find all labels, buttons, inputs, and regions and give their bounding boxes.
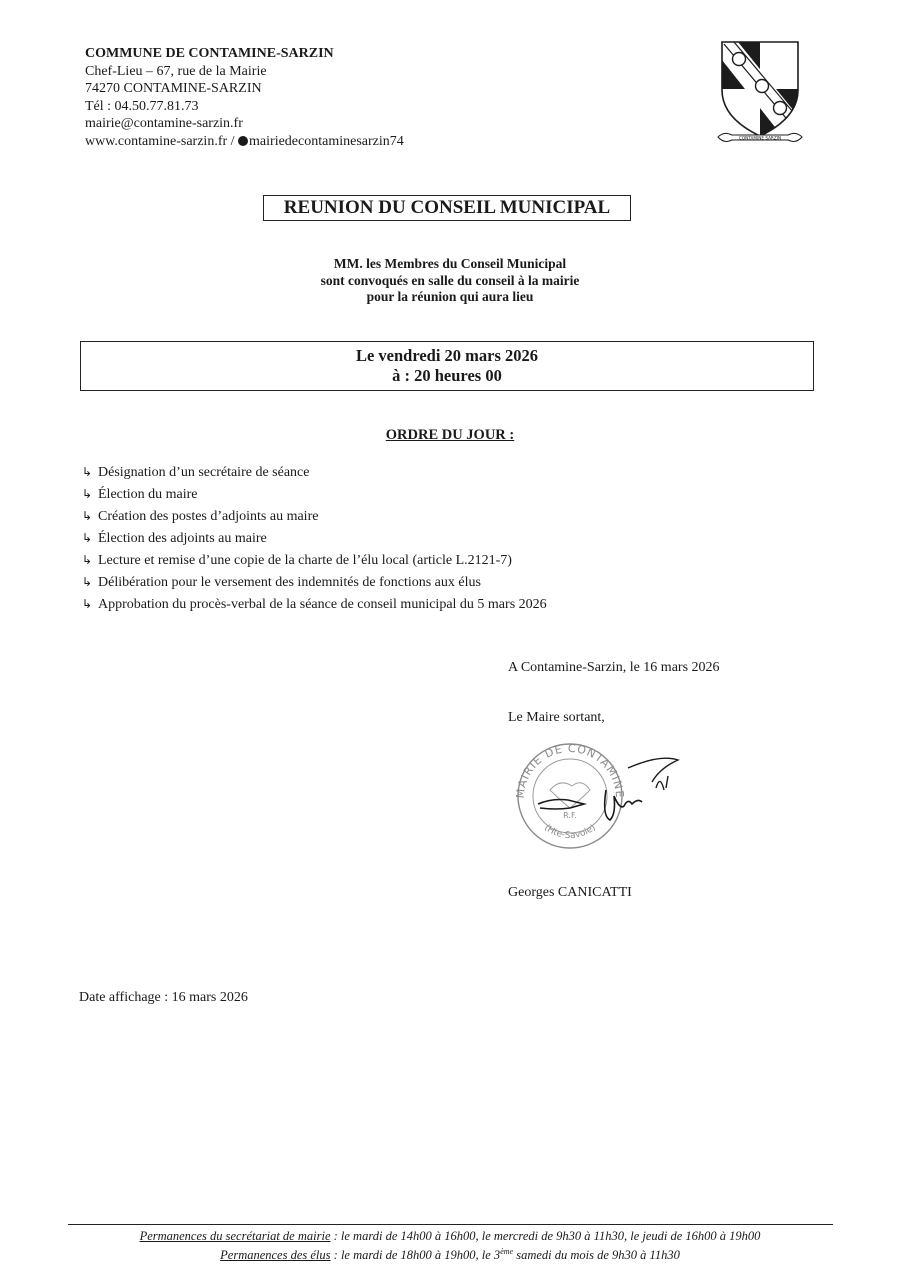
svg-text:MAIRIE DE CONTAMINE: MAIRIE DE CONTAMINE xyxy=(513,741,627,799)
email-address: mairie@contamine-sarzin.fr xyxy=(85,116,243,131)
signatory-name: Georges CANICATTI xyxy=(508,885,632,900)
elus-hours-b: samedi du mois de 9h30 à 11h30 xyxy=(513,1248,680,1263)
agenda-item: ↳ Création des postes d’adjoints au maire xyxy=(82,506,547,528)
address-line-2: 74270 CONTAMINE-SARZIN xyxy=(85,81,262,96)
agenda-list xyxy=(82,462,547,616)
document-title: REUNION DU CONSEIL MUNICIPAL xyxy=(263,195,631,221)
mayor-stamp-signature xyxy=(510,738,700,850)
agenda-item: ↳ Élection des adjoints au maire xyxy=(82,528,547,550)
place-and-date: A Contamine-Sarzin, le 16 mars 2026 xyxy=(508,660,720,675)
convocation-line-3: pour la réunion qui aura lieu xyxy=(366,289,534,304)
shield-icon xyxy=(710,38,810,150)
arrow-down-right-icon: ↳ xyxy=(82,597,93,611)
signatory-title: Le Maire sortant, xyxy=(508,710,605,725)
arrow-down-right-icon: ↳ xyxy=(82,553,93,567)
arrow-down-right-icon: ↳ xyxy=(82,575,93,589)
agenda-item: ↳ Désignation d’un secrétaire de séance xyxy=(82,462,547,484)
website: www.contamine-sarzin.fr / xyxy=(85,133,239,149)
meeting-date: Le vendredi 20 mars 2026 xyxy=(355,346,539,365)
phone-number: Tél : 04.50.77.81.73 xyxy=(85,98,199,114)
agenda-item: ↳ Élection du maire xyxy=(82,484,547,506)
footer xyxy=(60,1229,840,1263)
elus-hours-a: : le mardi de 18h00 à 19h00, le 3 xyxy=(330,1248,501,1263)
arrow-down-right-icon: ↳ xyxy=(82,531,93,545)
agenda-item: ↳ Approbation du procès-verbal de la séance de conseil municipal du 5 mars 2026 xyxy=(82,594,547,616)
footer-divider xyxy=(68,1224,833,1225)
arrow-down-right-icon: ↳ xyxy=(82,509,93,523)
svg-text:R.F.: R.F. xyxy=(563,811,577,820)
letterhead xyxy=(85,45,404,150)
svg-text:(Hte-Savoie): (Hte-Savoie) xyxy=(542,822,598,842)
svg-text:CONTAMINE SARZIN: CONTAMINE SARZIN xyxy=(738,135,782,141)
facebook-handle: mairiedecontaminesarzin74 xyxy=(249,133,404,149)
meeting-time: à : 20 heures 00 xyxy=(392,366,502,385)
convocation-line-1: MM. les Membres du Conseil Municipal xyxy=(333,256,567,271)
address-line-1: Chef-Lieu – 67, rue de la Mairie xyxy=(85,63,267,79)
facebook-icon xyxy=(238,136,248,146)
secretariat-label: Permanences du secrétariat de mairie xyxy=(139,1229,331,1243)
seal-icon xyxy=(510,738,700,850)
arrow-down-right-icon: ↳ xyxy=(82,487,93,501)
convocation-text xyxy=(200,256,700,306)
elus-label: Permanences des élus xyxy=(220,1248,331,1263)
coat-of-arms xyxy=(710,38,810,150)
agenda-item: ↳ Lecture et remise d’une copie de la charte de l’élu local (article L.2121-7) xyxy=(82,550,547,572)
arrow-down-right-icon: ↳ xyxy=(82,465,93,479)
secretariat-hours: : le mardi de 14h00 à 16h00, le mercredi de 9h30 à 11h30, le jeudi de 16h00 à 19h00 xyxy=(330,1229,761,1243)
web-line xyxy=(85,133,404,151)
convocation-line-2: sont convoqués en salle du conseil à la mairie xyxy=(320,272,580,288)
agenda-heading: ORDRE DU JOUR : xyxy=(385,427,515,443)
elus-hours-sup: ème xyxy=(500,1247,514,1256)
footer-secretariat xyxy=(60,1229,840,1244)
commune-name: COMMUNE DE CONTAMINE-SARZIN xyxy=(85,46,334,61)
agenda-item: ↳ Délibération pour le versement des indemnités de fonctions aux élus xyxy=(82,572,547,594)
posting-date: Date affichage : 16 mars 2026 xyxy=(79,990,248,1005)
footer-elus xyxy=(60,1244,840,1263)
meeting-datetime-box xyxy=(80,341,814,391)
